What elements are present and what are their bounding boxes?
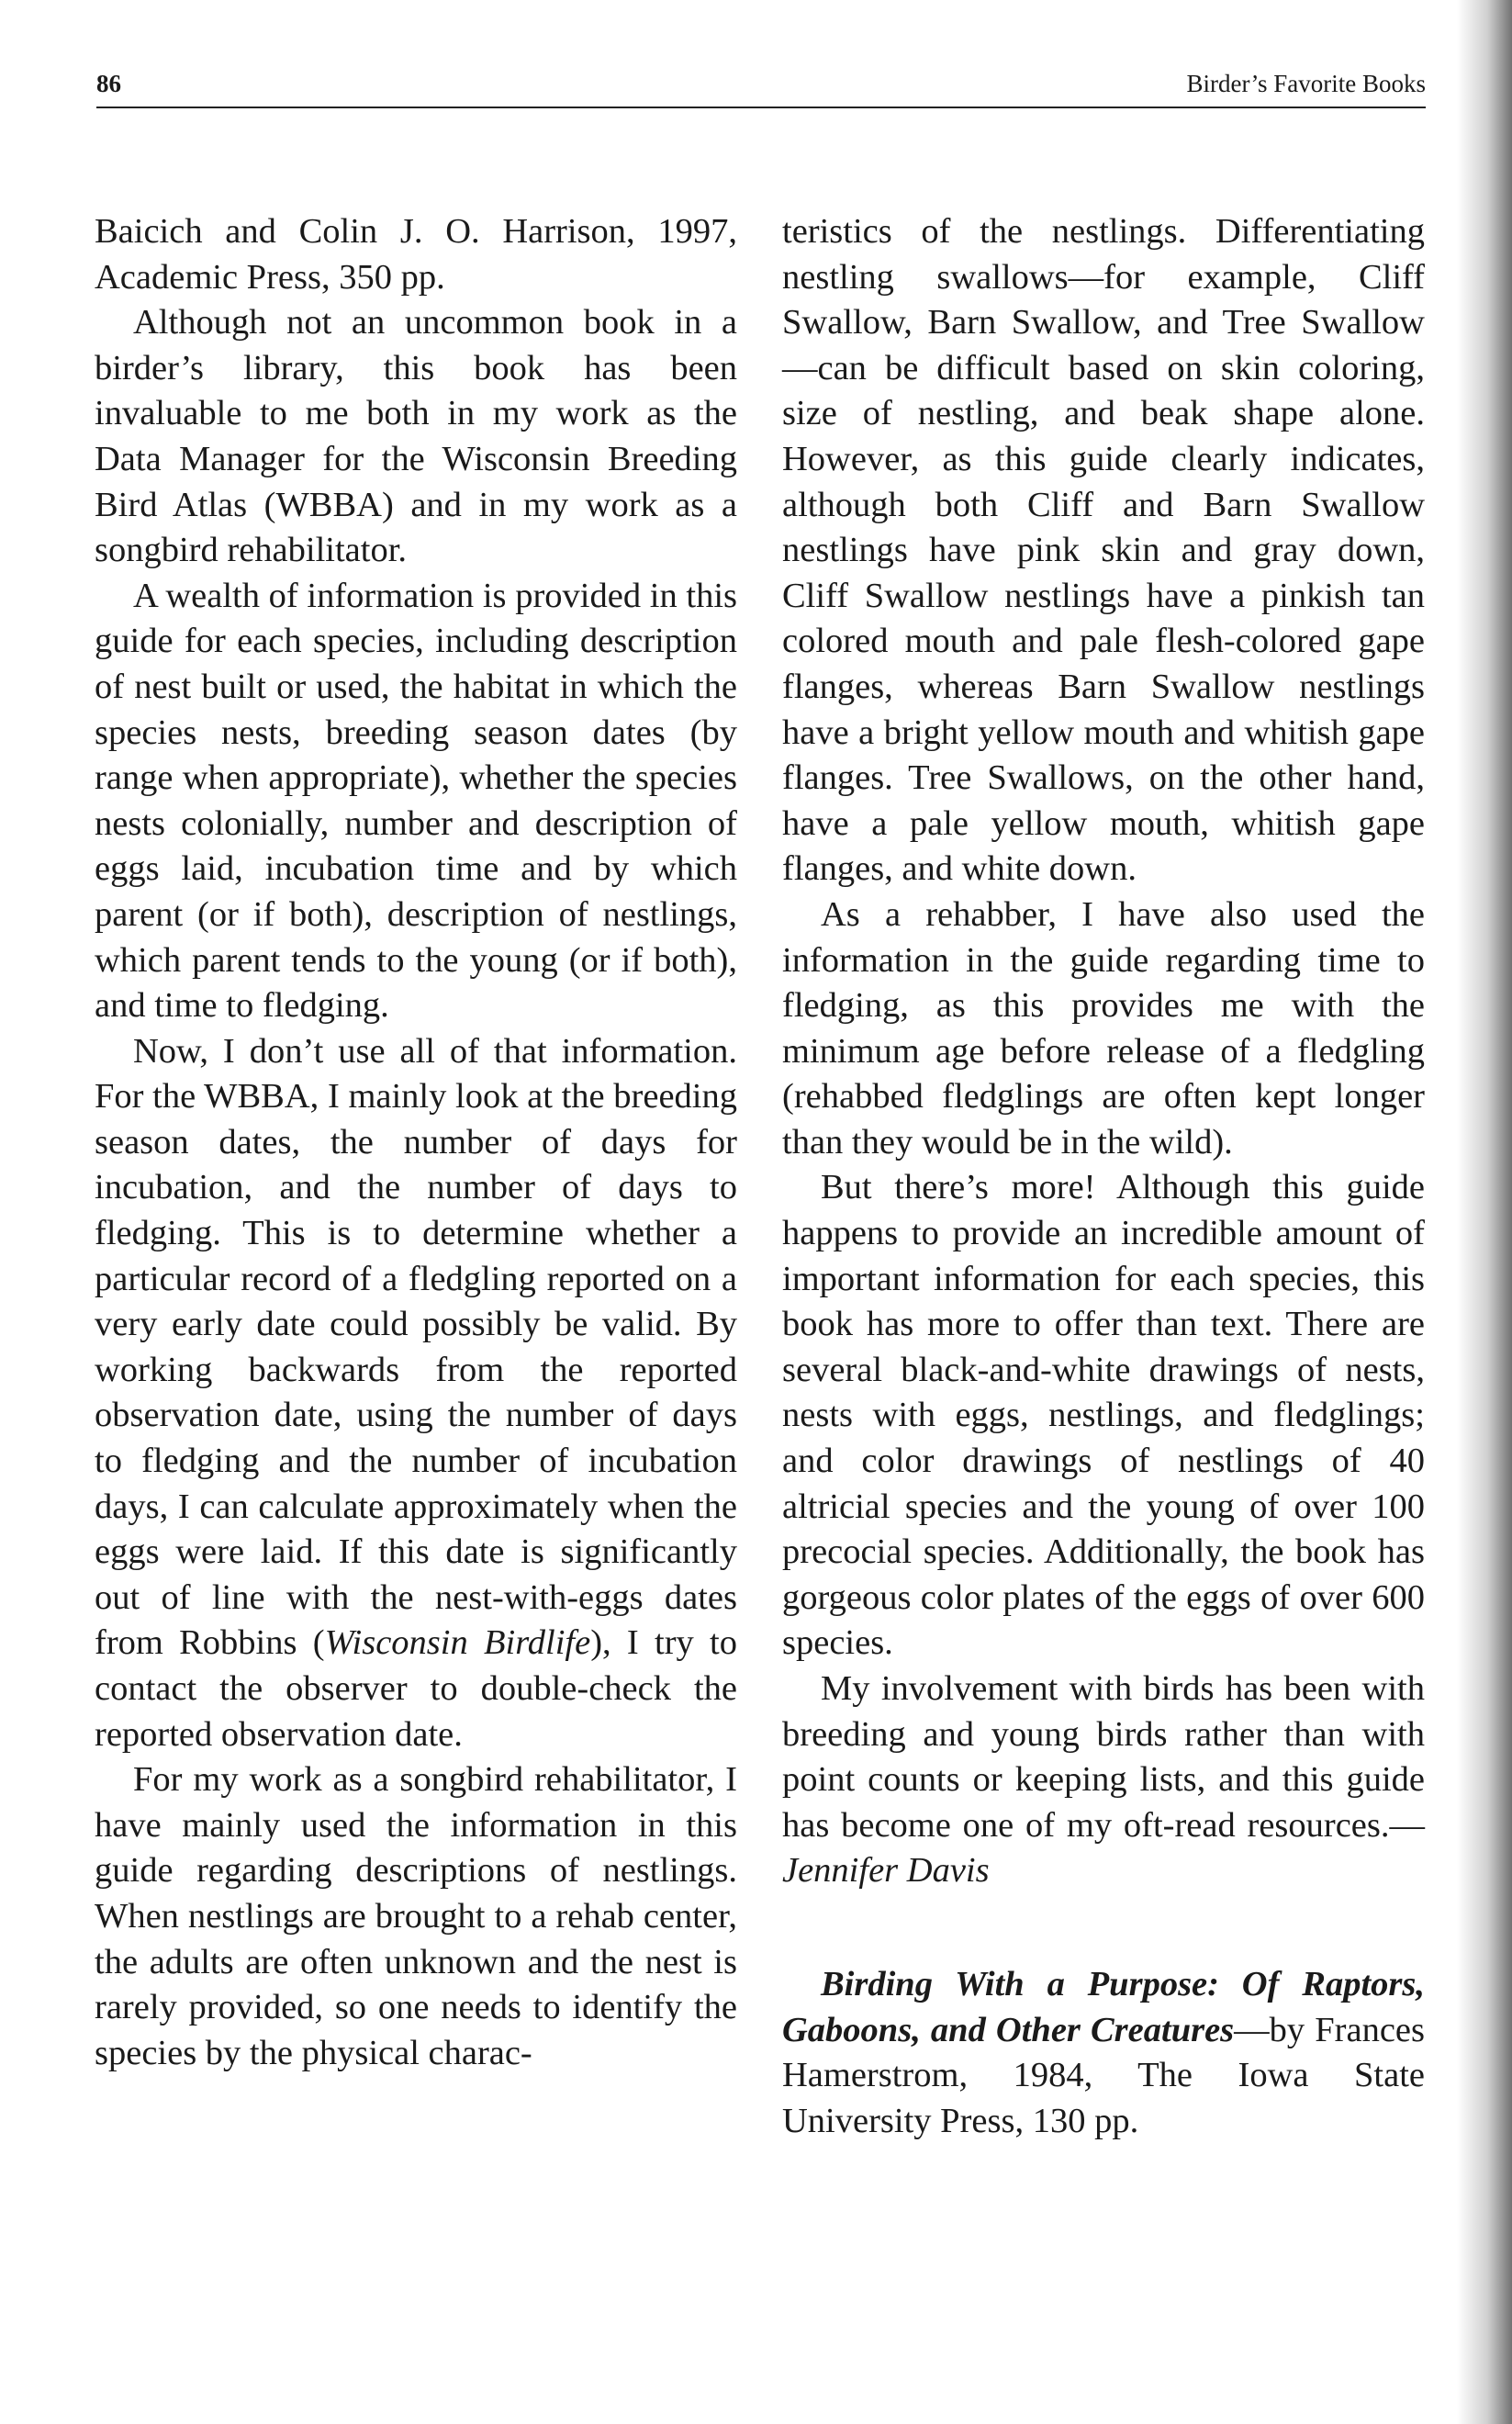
paragraph-swallow-nestlings: teristics of the nestlings. Differentiating nestling swallows—for example, Cliff Swallow, Barn Swallow, and Tree Swallow—can be difficult based on skin coloring, size of nestling, and beak shape alone. However, as this guide clearly indicates, although both Cliff and Barn Swallow nestlings have pink skin and gray down, Cliff Swallow nestlings have a pinkish tan colored mouth and pale flesh-colored gape flanges, whereas Barn Swallow nestlings have a bright yellow mouth and whitish gape flanges. Tree Swallows, on the other hand, have a pale yellow mouth, whitish gape flanges, and white down. xyxy=(782,212,1425,889)
next-book-title: Birding With a Purpose: Of Raptors, Gaboons, and Other Creatures xyxy=(782,1964,1425,2049)
paragraph-rehabilitator-usage: For my work as a songbird rehabilitator, I have mainly used the information in this guide regarding descriptions of nestlings. When nestlings are brought to a rehab center, the adults are often unknown and the nest is rarely provided, so one needs to identify the species by the physical charac- xyxy=(95,1760,737,2072)
right-column xyxy=(782,209,1425,2144)
paragraph-closing xyxy=(782,1666,1425,1894)
paragraph-wbba-usage-text: Now, I don’t use all of that information. For the WBBA, I mainly look at the breeding season dates, the number of days for incubation, and the number of days to fledging. This is to determine whether a particular record of a fledgling reported on a very early date could possibly be valid. By working backwards from the reported observation date, using the number of days to fledging and the number of incubation days, I can calculate approximately when the eggs were laid. If this date is significantly out of line with the nest-with-eggs dates from Robbins ( xyxy=(95,1031,737,1663)
next-book-details: —by Frances Hamerstrom, 1984, The Iowa State University Press, 130 pp. xyxy=(782,2010,1425,2140)
page-number: 86 xyxy=(96,70,121,97)
paragraph-wbba-usage xyxy=(95,1029,737,1758)
paragraph-wealth-of-information: A wealth of information is provided in this guide for each species, including description of nest built or used, the habitat in which the species nests, breeding season dates (by range when appropriate), whether the species nests colonially, number and description of eggs laid, incubation time and by which parent (or if both), description of nestlings, which parent tends to the young (or if both), and time to fledging. xyxy=(95,576,737,1026)
review-author: Jennifer Davis xyxy=(782,1851,990,1891)
paragraph-intro: Although not an uncommon book in a birder’s library, this book has been invaluable to me both in my work as the Data Manager for the Wisconsin Breeding Bird Atlas (WBBA) and in my work as a songbird rehabilitator. xyxy=(95,303,737,570)
paragraph-citation-continued: Baicich and Colin J. O. Harrison, 1997, Academic Press, 350 pp. xyxy=(95,212,737,297)
running-head xyxy=(96,70,1426,108)
left-column xyxy=(95,209,737,2076)
paragraph-theres-more: But there’s more! Although this guide happens to provide an incredible amount of important information for each species, this book has more to offer than text. There are several black-and-white drawings of nests, nests with eggs, nestlings, and fledglings; and color drawings of nestlings of 40 altricial species and the young of over 100 precocial species. Additionally, the book has gorgeous color plates of the eggs of over 600 species. xyxy=(782,1168,1425,1663)
running-title: Birder’s Favorite Books xyxy=(1186,70,1426,97)
paragraph-wbba-usage-text-end: ), I try to contact the observer to double-check the reported observation date. xyxy=(95,1623,738,1754)
book-spine-shadow xyxy=(1457,0,1512,2424)
paragraph-closing-text: My involvement with birds has been with breeding and young birds rather than with point counts or keeping lists, and this guide has become one of my oft-read resources.— xyxy=(782,1669,1425,1845)
paragraph-rehabber: As a rehabber, I have also used the information in the guide regarding time to fledging, as this provides me with the minimum age before release of a fledgling (rehabbed fledglings are often kept longer than they would be in the wild). xyxy=(782,894,1425,1162)
cited-book-title: Wisconsin Birdlife xyxy=(324,1623,591,1663)
next-book-entry xyxy=(782,1962,1425,2144)
